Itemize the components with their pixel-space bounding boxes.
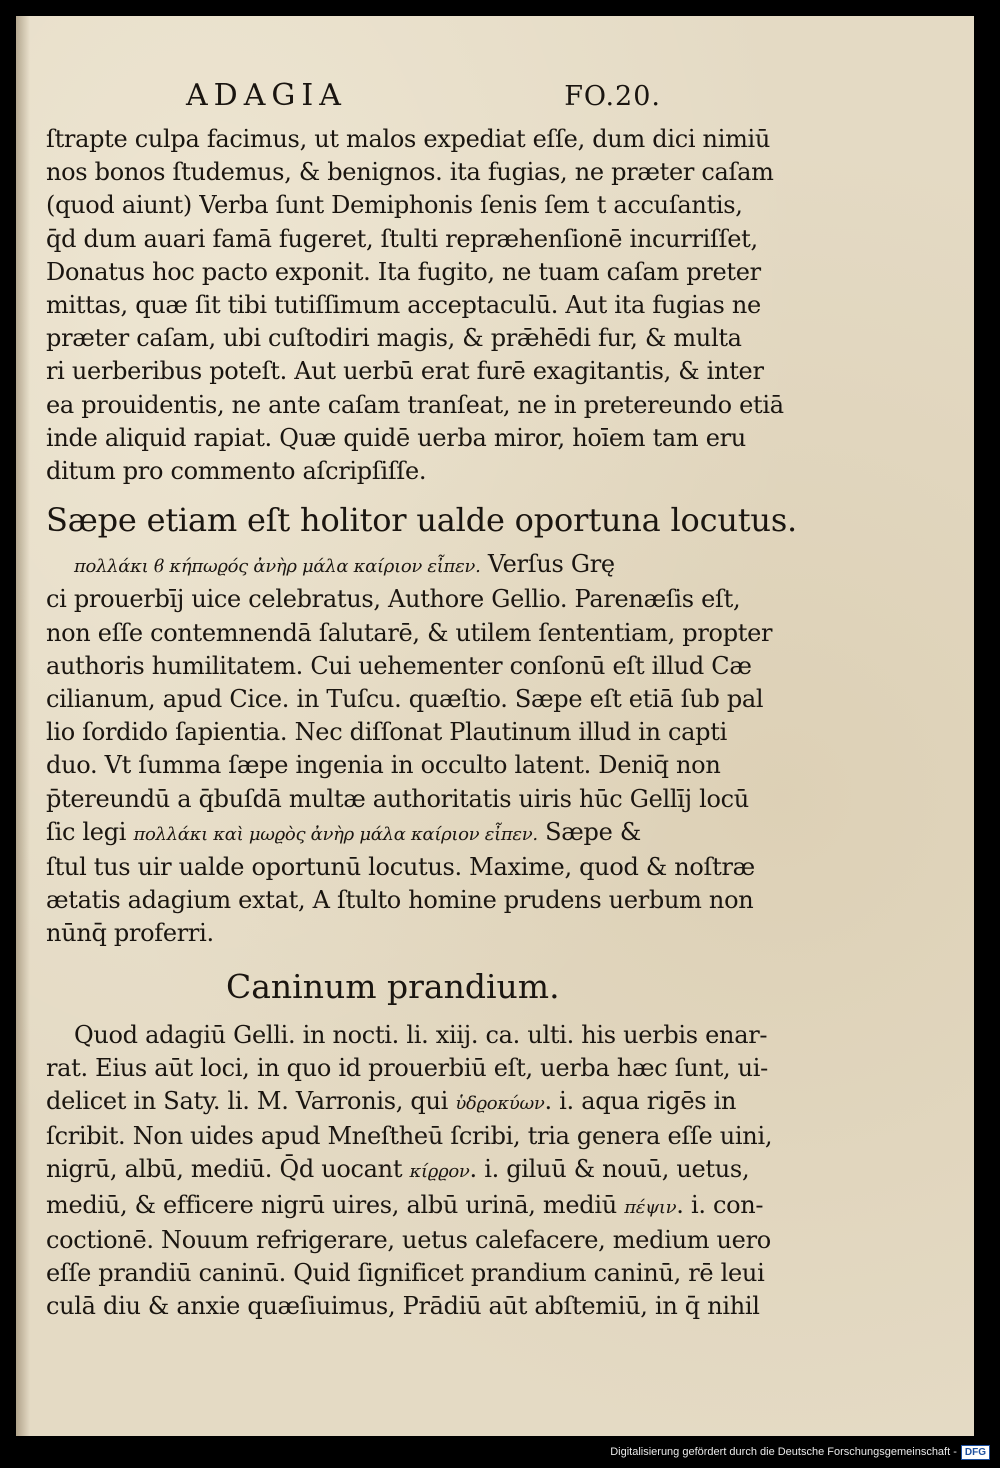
adage-heading-holitor: Sæpe etiam eſt holitor ualde oportuna locutus. xyxy=(46,501,798,540)
text-line: mittas, quæ ſit tibi tutiſſimum acceptaculū. Aut ita fugias ne xyxy=(46,291,761,320)
line-text: ſic legi xyxy=(46,817,134,846)
folio-number: FO.20. xyxy=(564,81,661,112)
line-text: . i. con- xyxy=(676,1190,764,1219)
text-line xyxy=(46,1153,750,1188)
text-line: Donatus hoc pacto exponit. Ita fugito, ne tuam caſam prеter xyxy=(46,257,761,286)
text-line: ci prouerbīj uice celebratus, Authore Gellio. Parenæſis eſt, xyxy=(46,585,741,614)
digitization-footer xyxy=(0,1436,1000,1468)
text-line xyxy=(46,816,726,851)
text-line: nos bonos ſtudemus, & benignos. ita fugias, ne præter caſam xyxy=(46,158,774,187)
text-line: p̄tereundū a q̄buſdā multæ authoritatis uiris hūc Gellīj locū xyxy=(46,784,749,813)
text-line: ſtul tus uir ualde oportunū locutus. Maxime, quod & noſtræ xyxy=(46,853,755,882)
line-text: mediū, & efficere nigrū uires, albū urinā, mediū xyxy=(46,1190,625,1219)
paragraph-1 xyxy=(46,123,784,488)
text-line: (quod aiunt) Verba ſunt Demiphonis ſenis ſem t accuſantis, xyxy=(46,191,743,220)
running-head xyxy=(186,78,661,113)
greek-quote: πολλάκι ϐ κήπωϱός ἀνὴρ μάλα καίριον εἶπεν. xyxy=(74,556,481,578)
paragraph-2 xyxy=(46,548,773,950)
text-line: nūnq̄ proferri. xyxy=(46,919,214,948)
text-block xyxy=(46,78,798,1324)
adage-heading-caninum: Caninum prandium. xyxy=(226,966,560,1006)
text-line: eſſe prandiū caninū. Quid ſignificet prandium caninū, rē leui xyxy=(46,1259,765,1288)
running-head-title: ADAGIA xyxy=(186,78,347,113)
line-text: delicet in Saty. li. M. Varronis, qui xyxy=(46,1087,456,1116)
book-page xyxy=(16,16,974,1436)
text-line: cilianum, apud Cice. in Tuſcu. quæſtio. Sæpe eſt etiā ſub pal xyxy=(46,685,764,714)
text-line: ri uerberibus poteſt. Aut uerbū erat furē exagitantis, & inter xyxy=(46,357,764,386)
greek-quote: πολλάκι καὶ μωϱὸς ἀνὴρ μάλα καίριον εἶπεν. xyxy=(133,823,538,845)
text-line xyxy=(46,1189,764,1224)
gutter-shadow xyxy=(16,16,30,1436)
text-line: inde aliquid rapiat. Quæ quidē uerba miror, hoīem tam eru xyxy=(46,423,746,452)
line-text: nigrū, albū, mediū. Q̄d uocant xyxy=(46,1155,410,1184)
text-line xyxy=(46,548,726,583)
text-line: ætatis adagium extat, A ſtulto homine prudens uerbum non xyxy=(46,886,754,915)
text-line: lio ſordido ſapientia. Nec diſſonat Plautinum illud in capti xyxy=(46,718,727,747)
text-line: authoris humilitatem. Cui uehementer conſonū eſt illud Cæ xyxy=(46,651,752,680)
text-line: ſtrapte culpa facimus, ut malos expediat eſſe, dum dici nimiū xyxy=(46,125,771,153)
text-line: ſcribit. Non uides apud Mneſtheū ſcribi, tria genera eſſe uini, xyxy=(46,1122,773,1151)
greek-word: ὑδϱοκύων xyxy=(455,1093,545,1115)
greek-word: πέψιν xyxy=(624,1196,677,1218)
dfg-logo-badge: DFG xyxy=(961,1445,990,1460)
line-text: . i. giluū & nouū, uetus, xyxy=(469,1155,750,1184)
greek-word: κίϱϱον xyxy=(409,1161,470,1183)
line-text: Sæpe & xyxy=(537,817,641,846)
text-line xyxy=(46,1085,737,1120)
text-line: ditum pro commento aſcripſiſſe. xyxy=(46,457,427,486)
text-line: præter caſam, ubi cuſtodiri magis, & prǣhēdi fur, & multa xyxy=(46,324,742,353)
text-line: Quod adagiū Gelli. in nocti. li. xiij. ca. ulti. his uerbis enar- xyxy=(74,1020,768,1049)
text-line: q̄d dum auari famā fugeret, ſtulti repræhenſionē incurriſſet, xyxy=(46,224,758,253)
text-line: duo. Vt ſumma ſæpe ingenia in occulto latent. Deniq̄ non xyxy=(46,751,721,780)
line-text: . i. aqua rigēs in xyxy=(544,1087,737,1116)
text-line: rat. Eius aūt loci, in quo id prouerbiū eſt, uerba hæc ſunt, ui- xyxy=(46,1053,768,1082)
text-line: ea prouidentis, ne ante caſam tranſeat, ne in prеtereundo etiā xyxy=(46,390,784,419)
text-line: culā diu & anxie quæſiuimus, Prādiū aūt abſtemiū, in q̄ nihil xyxy=(46,1292,760,1321)
paragraph-3 xyxy=(46,1019,773,1324)
line-text: Verſus Grę xyxy=(480,550,615,579)
text-line: non eſſe contemnendā ſalutarē, & utilem ſententiam, propter xyxy=(46,618,773,647)
funding-credit: Digitalisierung gefördert durch die Deutsche Forschungsgemeinschaft - xyxy=(610,1446,957,1458)
text-line: coctionē. Nouum refrigerare, uetus calefacere, medium uero xyxy=(46,1225,771,1254)
